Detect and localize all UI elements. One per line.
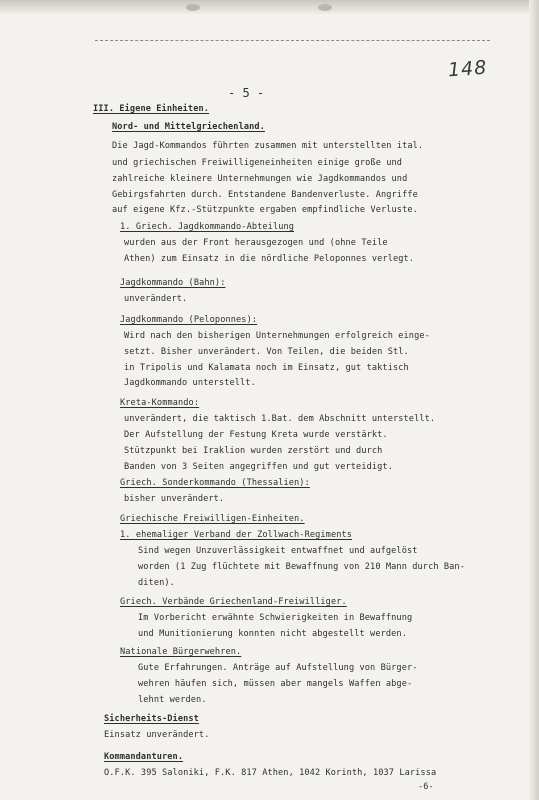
body-line: zahlreiche kleinere Unternehmungen wie Jagdkommandos und: [112, 174, 408, 184]
unit-heading: Griechische Freiwilligen-Einheiten.: [120, 514, 305, 524]
next-page-marker: -6-: [418, 782, 434, 792]
body-line: Sind wegen Unzuverlässigkeit entwaffnet und aufgelöst: [138, 546, 418, 556]
body-line: worden (1 Zug flüchtete mit Bewaffnung von 210 Mann durch Ban-: [138, 562, 465, 572]
unit-heading: Kreta-Kommando:: [120, 398, 200, 408]
body-line: und Munitionierung konnten nicht abgestellt werden.: [138, 629, 407, 639]
unit-heading: 1. Griech. Jagdkommando-Abteilung: [120, 222, 295, 232]
header-rule: [95, 40, 490, 42]
body-line: setzt. Bisher unverändert. Von Teilen, die beiden Stl.: [124, 347, 409, 357]
unit-heading: Jagdkommando (Peloponnes):: [120, 315, 258, 325]
body-line: Im Vorbericht erwähnte Schwierigkeiten in Bewaffnung: [138, 613, 413, 623]
body-line: diten).: [138, 578, 175, 588]
punch-hole: [186, 4, 200, 11]
page-top-edge: [0, 0, 539, 14]
body-line: unverändert, die taktisch 1.Bat. dem Abschnitt unterstellt.: [124, 414, 436, 424]
subsection-heading: Nord- und Mittelgriechenland.: [112, 122, 265, 132]
body-line: wurden aus der Front herausgezogen und (ohne Teile: [124, 238, 388, 248]
page-number: - 5 -: [228, 86, 265, 100]
unit-heading: Griech. Sonderkommando (Thessalien):: [120, 478, 310, 488]
punch-hole: [318, 4, 332, 11]
section-heading: III. Eigene Einheiten.: [93, 104, 210, 114]
section-heading: Sicherheits-Dienst: [104, 714, 199, 724]
body-line: Der Aufstellung der Festung Kreta wurde verstärkt.: [124, 430, 388, 440]
body-line: lehnt werden.: [138, 695, 207, 705]
body-line: Einsatz unverändert.: [104, 730, 210, 740]
body-line: unverändert.: [124, 294, 188, 304]
unit-heading: 1. ehemaliger Verband der Zollwach-Regiments: [120, 530, 353, 540]
body-line: wehren häufen sich, müssen aber mangels Waffen abge-: [138, 679, 413, 689]
body-line: bisher unverändert.: [124, 494, 225, 504]
unit-heading: Nationale Bürgerwehren.: [120, 647, 242, 657]
body-line: Gebirgsfahrten durch. Entstandene Bandenverluste. Angriffe: [112, 190, 418, 200]
body-line: Die Jagd-Kommandos führten zusammen mit unterstellten ital.: [112, 141, 424, 151]
body-line: in Tripolis und Kalamata noch im Einsatz, gut taktisch: [124, 363, 409, 373]
body-line: Athen) zum Einsatz in die nördliche Peloponnes verlegt.: [124, 254, 415, 264]
section-heading: Kommandanturen.: [104, 752, 184, 762]
body-line: Jagdkommando unterstellt.: [124, 378, 256, 388]
body-line: Gute Erfahrungen. Anträge auf Aufstellung von Bürger-: [138, 663, 418, 673]
body-line: Wird nach den bisherigen Unternehmungen erfolgreich einge-: [124, 331, 430, 341]
body-line: auf eigene Kfz.-Stützpunkte ergaben empfindliche Verluste.: [112, 205, 418, 215]
page-right-edge: [529, 0, 539, 800]
handwritten-folio-number: 148: [447, 56, 488, 82]
body-line: O.F.K. 395 Saloniki, F.K. 817 Athen, 1042 Korinth, 1037 Larissa: [104, 768, 437, 778]
body-line: Stützpunkt bei Iraklion wurden zerstört und durch: [124, 446, 383, 456]
unit-heading: Jagdkommando (Bahn):: [120, 278, 226, 288]
body-line: Banden von 3 Seiten angegriffen und gut verteidigt.: [124, 462, 393, 472]
unit-heading: Griech. Verbände Griechenland-Freiwilliger.: [120, 597, 347, 607]
body-line: und griechischen Freiwilligeneinheiten einige große und: [112, 158, 403, 168]
